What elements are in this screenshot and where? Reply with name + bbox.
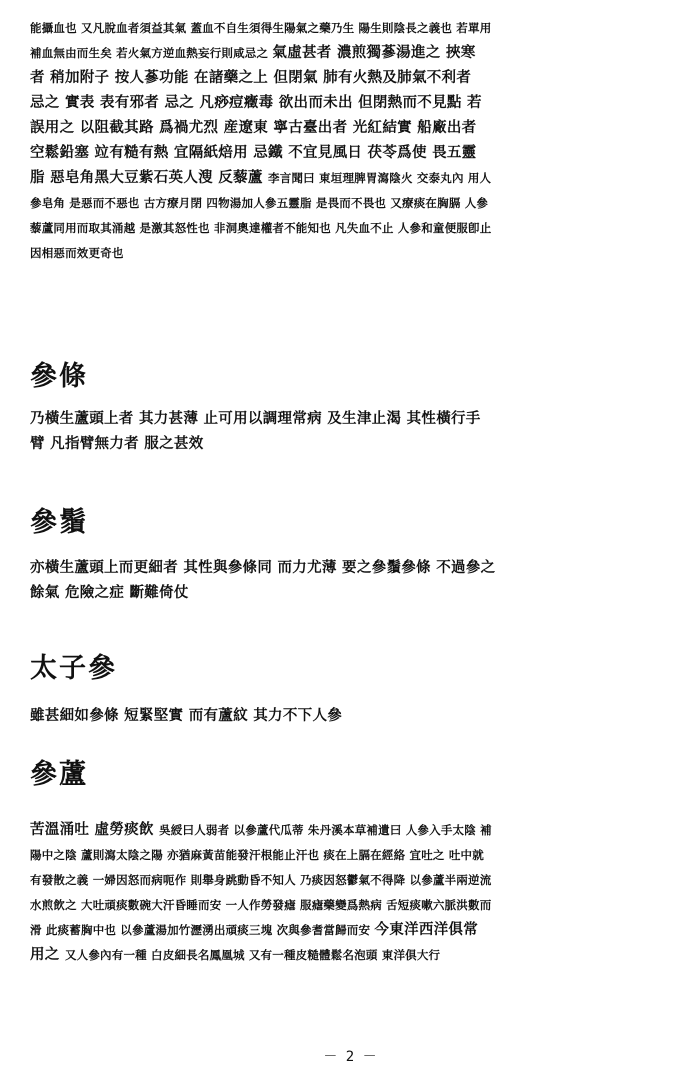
text-segment: 用之 <box>30 946 65 963</box>
text-segment: 陽中之陰 蘆則瀉太陰之陽 亦猶麻黃苗能發汗根能止汗也 痰在上膈在經絡 宜吐之 吐中就 <box>30 848 484 862</box>
text-line <box>30 816 670 841</box>
text-line <box>30 579 670 604</box>
text-line <box>30 430 670 455</box>
text-line <box>30 239 670 264</box>
text-segment: 滑 此痰蓄胸中也 以參蘆湯加竹瀝湧出頑痰三塊 次與參耆當歸而安 <box>30 923 375 937</box>
section-heading-taizishen: 太子參 <box>30 653 117 684</box>
text-segment: 能攝血也 又凡脫血者須益其氣 蓋血不自生須得生陽氣之藥乃生 陽生則陰長之義也 若單用 <box>30 21 492 35</box>
section-body-taizishen <box>30 702 670 727</box>
text-segment: 補血無由而生矣 若火氣方逆血熱妄行則咸忌之 <box>30 46 273 60</box>
text-segment: 誤用之 以阻截其路 爲禍尤烈 産遼東 寧古臺出者 光紅結實 船廠出者 <box>30 119 477 136</box>
text-segment: 空鬆鉛塞 竝有糙有熱 宜隔紙焙用 忌鐵 不宜見風日 茯苓爲使 畏五靈 <box>30 144 477 161</box>
section-heading-shenlu: 參蘆 <box>30 759 88 790</box>
text-line <box>30 941 670 966</box>
text-segment: 脂 惡皂角黑大豆紫石英人溲 反藜蘆 <box>30 169 269 186</box>
text-line <box>30 866 670 891</box>
text-line <box>30 114 670 139</box>
text-line <box>30 554 670 579</box>
text-segment: 亦橫生蘆頭上而更細者 其性與參條同 而力尤薄 要之參鬚參條 不過參之 <box>30 559 496 576</box>
intro-paragraph <box>30 14 670 264</box>
section-heading-shenxu: 參鬚 <box>30 507 88 538</box>
text-line <box>30 702 670 727</box>
text-line <box>30 214 670 239</box>
text-segment: 藜蘆同用而取其涌越 是激其怒性也 非洞奧達權者不能知也 凡失血不止 人參和童便服卽止 <box>30 221 492 235</box>
text-segment: 者 稍加附子 按人蔘功能 在諸藥之上 但閉氣 肺有火熱及肺氣不利者 <box>30 69 472 86</box>
section-heading-shentiao: 參條 <box>30 361 88 392</box>
text-segment: 雖甚細如參條 短緊堅實 而有蘆紋 其力不下人參 <box>30 707 343 724</box>
text-segment: 忌之 實表 表有邪者 忌之 凡痧痘癥毒 欲出而未出 但閉熱而不見點 若 <box>30 94 482 111</box>
text-line <box>30 891 670 916</box>
text-segment: 氣虛甚者 濃煎獨蔘湯進之 挾寒 <box>272 44 476 61</box>
text-line <box>30 189 670 214</box>
section-body-shentiao <box>30 405 670 455</box>
text-segment: 參皂角 是惡而不惡也 古方療月閉 四物湯加人參五靈脂 是畏而不畏也 又療痰在胸膈 人參 <box>30 196 489 210</box>
text-segment: 臂 凡指臂無力者 服之甚效 <box>30 435 204 452</box>
text-segment: 又人參內有一種 白皮細長名鳳凰城 又有一種皮糙體鬆名泡頭 東洋俱大行 <box>64 948 441 962</box>
text-segment: 有發散之義 一婦因怒而病呃作 則舉身跳動昏不知人 乃痰因怒鬱氣不得降 以參蘆半兩逆流 <box>30 873 492 887</box>
text-segment: 吳綬曰人弱者 以參蘆代瓜蒂 朱丹溪本草補遺曰 人參入手太陰 補 <box>159 823 492 837</box>
text-line <box>30 39 670 64</box>
text-line <box>30 89 670 114</box>
text-segment: 水煎飲之 大吐頑痰數碗大汗昏睡而安 一人作勞發瘧 服瘧藥變爲熱病 舌短痰嗽六脈洪數而 <box>30 898 492 912</box>
text-segment: 因相惡而效更奇也 <box>30 246 124 260</box>
text-line <box>30 841 670 866</box>
text-line <box>30 14 670 39</box>
text-line <box>30 64 670 89</box>
text-line <box>30 164 670 189</box>
section-body-shenlu <box>30 816 670 966</box>
text-segment: 今東洋西洋俱常 <box>374 921 479 938</box>
section-body-shenxu <box>30 554 670 604</box>
text-line <box>30 405 670 430</box>
text-line <box>30 139 670 164</box>
text-segment: 乃橫生蘆頭上者 其力甚薄 止可用以調理常病 及生津止渴 其性橫行手 <box>30 410 481 427</box>
page-number: － 2 － <box>323 1049 377 1065</box>
text-line <box>30 916 670 941</box>
text-segment: 苦溫涌吐 虛勞痰飲 <box>30 821 160 838</box>
text-segment: 餘氣 危險之症 斷難倚仗 <box>30 584 189 601</box>
text-segment: 李言聞曰 東垣理脾胃瀉陰火 交泰丸內 用人 <box>268 171 492 185</box>
